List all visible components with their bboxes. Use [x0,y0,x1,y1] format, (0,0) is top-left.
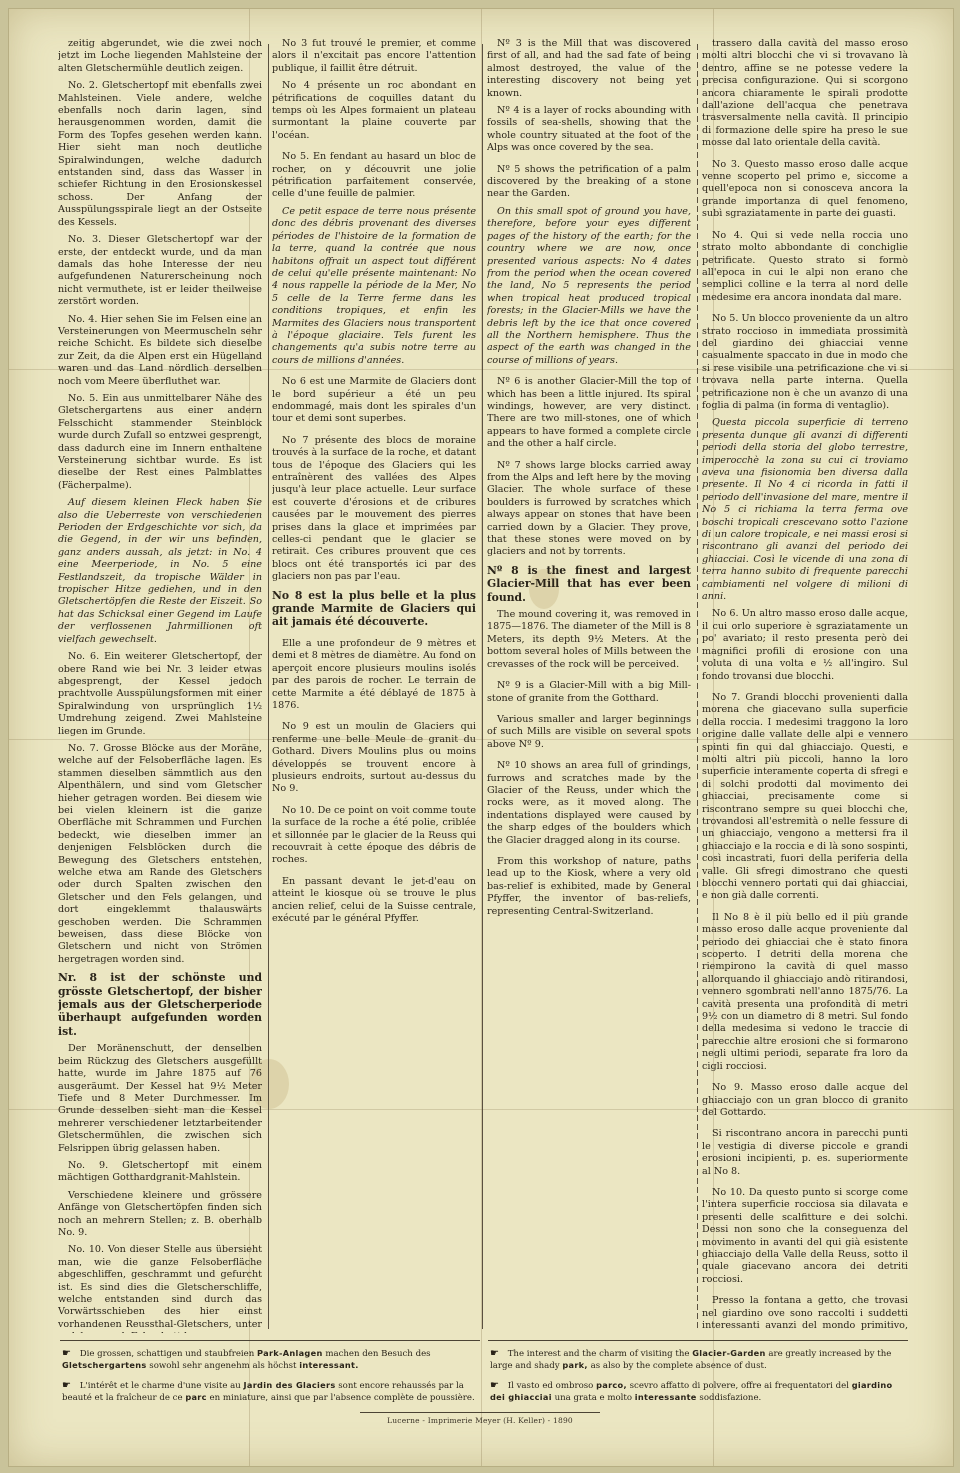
english-paragraph: Nº 5 shows the petrification of a palm discovered by the breaking of a stone near the Garden. [487,163,691,200]
italian-paragraph: No 6. Un altro masso eroso dalle acque, il cui orlo superiore è sgraziatamente un po' avariato; il resto presenta però dei magnifici profili di erosione con una voluta di una volta e ½ all'ingiro. Sul fondo trovansi due blocchi. [702,608,908,682]
english-paragraph: The mound covering it, was removed in 1875—1876. The diameter of the Mill is 8 Meters, its depth 9½ Meters. At the bottom several holes of Mills between the crevasses of the rock will be perceived. [487,609,691,670]
german-paragraph: Verschiedene kleinere und grössere Anfänge von Gletschertöpfen finden sich noch an mehrern Stellen; z. B. oberhalb No. 9. [58,1189,262,1238]
french-paragraph: No 3 fut trouvé le premier, et comme alors il n'excitait pas encore l'attention publique, il faillit être détruit. [272,38,476,74]
pointing-hand-icon: ☛ [490,1348,499,1359]
english-paragraph: Nº 10 shows an area full of grindings, furrows and scratches made by the Glacier of the Reuss, under which the rocks were, as it moved along. The indentations displayed were caused by the sharp edges of the boulders which the Glacier dragged along in its course. [487,760,691,846]
footer-rule [488,1340,908,1341]
german-paragraph: zeitig abgerundet, wie die zwei noch jetzt im Loche liegenden Mahlsteine der alten Gletschermühle deutlich zeigen. [58,38,262,74]
italian-paragraph: Il No 8 è il più bello ed il più grande masso eroso dalle acque proveniente dal periodo dei ghiacciai che è stato finora scoperto. I detriti della morena che riempirono la cavità di quel masso allorquando il ghiacciajo andò ritirandosi, vennero sgombrati nell'anno 1875/76. La cavità presenta una profondità di metri 9½ con un diametro di 8 metri. Sul fondo della medesima si vedono le traccie di parecchie altre erosioni che si formarono negli ultimi periodi, separate fra loro da cigli rocciosi. [702,911,908,1072]
french-column [272,38,476,1333]
column-rule [268,44,269,1329]
italian-paragraph: No 3. Questo masso eroso dalle acque venne scoperto pel primo e, siccome a quell'epoca non si conosceva ancora la grande importanza di quel fenomeno, subì sgraziatamente in parte dei guasti. [702,158,908,220]
italian-paragraph: No 4. Qui si vede nella roccia uno strato molto abbondante di conchiglie petrificate. Questo strato si formò all'epoca in cui le alpi non erano che semplici colline e la terra al nord delle medesime era ancora inondata dal mare. [702,229,908,303]
german-paragraph: Auf diesem kleinen Fleck haben Sie also die Ueberreste von verschiedenen Perioden der Erdgeschichte vor sich, da die Gegend, in der wir uns befinden, ganz anders aussah, als jetzt: in No. 4 eine Meerperiode, in No. 5 eine Festlandszeit, da tropische Wälder in tropischer Hitze gediehen, und in den Gletschertöpfen die Reste der Eiszeit. So hat das Schicksal einer Gegend im Laufe der verflossenen Jahrmillionen oft vielfach gewechselt. [58,497,262,645]
italian-paragraph: No 7. Grandi blocchi provenienti dalla morena che giacevano sulla superficie della roccia. I medesimi traggono la loro origine dalle vallate delle alpi e vennero spinti fin qui dal ghiacciajo. Questi, e molti altri più piccoli, hanno la loro superficie interamente coperta di sfregi e di solchi prodotti dal movimento dei ghiacciai, precisamente come si riscontrano sempre su quei blocchi che, trovandosi all'estremità o nelle fessure di un ghiacciajo, vengono a mettersi fra il ghiacciajo e la roccia e di là sono sospinti, così incastrati, fuori della periferia della valle. Gli sfregi dimostrano che questi blocchi vennero portati qui dai ghiacciai, e non già dalle correnti. [702,691,908,902]
german-paragraph: No. 7. Grosse Blöcke aus der Moräne, welche auf der Felsoberfläche lagen. Es stammen dieselben sämmtlich aus den Alpenthälern, und sind vom Gletscher hieher getragen worden. Bei diesem wie bei vielen kleinern ist die ganze Oberfläche mit Schrammen und Furchen bedeckt, wie dieselben immer an denjenigen Felsblöcken durch die Bewegung des Gletschers entstehen, welche etwa am Rande des Gletschers oder durch Spalten zwischen den Gletscher und den Fels gelangen, und dort eingeklemmt thalauswärts geschoben werden. Die Schrammen beweisen, dass diese Blöcke von Gletschern und nicht von Strömen hergetragen worden sind. [58,742,262,965]
french-paragraph: Elle a une profondeur de 9 mètres et demi et 8 mètres de diamètre. Au fond on aperçoit encore plusieurs moulins isolés par des parois de rocher. Le terrain de cette Marmite a été déblayé de 1875 à 1876. [272,637,476,711]
pointing-hand-icon: ☛ [62,1380,71,1391]
english-paragraph: Nº 4 is a layer of rocks abounding with fossils of sea-shells, showing that the whole country situated at the foot of the Alps was once covered by the sea. [487,105,691,154]
italian-paragraph: Questa piccola superficie di terreno presenta dunque gli avanzi di differenti periodi della storia del globo terrestre, imperocchè la zona su cui ci troviamo aveva una fisionomia ben diversa dalla presente. Il No 4 ci ricorda in fatti il periodo dell'invasione del mare, mentre il No 5 ci richiama la terra ferma ove boschi tropicali crescevano sotto l'azione di un calore tropicale, e nei massi erosi si riscontrano gli avanzi del periodo dei ghiacciai. Così le vicende di una zona di terra hanno subito di frequente parecchi cambiamenti nel volgere di milioni di anni. [702,417,908,603]
french-paragraph: No 10. De ce point on voit comme toute la surface de la roche a été polie, criblée et sillonnée par le glacier de la Reuss qui recouvrait à cette époque des débris de roches. [272,804,476,866]
german-column [58,38,262,1333]
italian-column [702,38,908,1333]
german-paragraph: No. 9. Gletschertopf mit einem mächtigen Gotthardgranit-Mahlstein. [58,1159,262,1184]
german-paragraph: Der Moränenschutt, der denselben beim Rückzug des Gletschers ausgefüllt hatte, wurde im Jahre 1875 auf 76 ausgeräumt. Der Kessel hat 9½ Meter Tiefe und 8 Meter Durchmesser. Im Grunde desselben sieht man die Kessel mehrerer verschiedener letztarbeitender Gletschermühlen, die zwischen sich Felsrippen übrig gelassen haben. [58,1043,262,1154]
german-paragraph: No. 10. Von dieser Stelle aus übersieht man, wie die ganze Felsoberfläche abgeschliffen, geschrammt und gefurcht ist. Es sind dies die Gletscherschliffe, welche entstanden sind durch das Vorwärtsschieben des hier einst vorhandenen Reussthal-Gletschers, unter [58,1244,262,1330]
english-paragraph: From this workshop of nature, paths lead up to the Kiosk, where a very old bas-relief is exhibited, made by General Pfyffer, the inventor of bas-reliefs, representing Central-Switzerland. [487,855,691,917]
italian-paragraph: No 10. Da questo punto si scorge come l'intera superficie rocciosa sia dilavata e presenti delle scalfitture e dei solchi. Dessi non sono che la conseguenza del movimento in avanti del qui già esistente ghiacciajo della Valle della Reuss, sotto il quale giacevano ancora dei detriti rocciosi. [702,1186,908,1285]
italian-paragraph: trassero dalla cavità del masso eroso molti altri blocchi che vi si trovavano là dentro, affine se ne potesse vedere la precisa configurazione. Qui si scorgono ancora chiaramente le spirali prodotte dall'azione dell'acqua che penetrava trasversalmente nella cavità. Il principio di formazione delle spire ha preso le sue mosse dal lato orientale della cavità. [702,38,908,149]
french-paragraph: No 9 est un moulin de Glaciers qui renferme une belle Meule de granit du Gothard. Divers Moulins plus ou moins développés se trouvent encore à plusieurs endroits, surtout au-dessus du No 9. [272,721,476,795]
german-paragraph: Nr. 8 ist der schönste und grösste Gletschertopf, der bisher jemals aus der Gletscherperiode überhaupt aufgefunden worden ist. [58,971,262,1038]
italian-paragraph: Presso la fontana a getto, che trovasi nel giardino ove sono raccolti i suddetti interessanti avanzi del mondo primitivo, [702,1295,908,1331]
italian-paragraph: No 5. Un blocco proveniente da un altro strato roccioso in immediata prossimità del giardino dei ghiacciai venne casualmente spaccato in due in modo che si rese visibile una petrificazione che vi si trovava nella parte interna. Quella petrificazione non è che un avanzo di una foglia di palma (in forma di ventaglio). [702,313,908,411]
german-paragraph: No. 4. Hier sehen Sie im Felsen eine an Versteinerungen von Meermuscheln sehr reiche Schicht. Es bildete sich dieselbe zur Zeit, da die Alpen erst ein Hügelland waren und das Land nördlich derselben noch vom Meere überfluthet war. [58,313,262,387]
pointing-hand-icon: ☛ [490,1380,499,1391]
french-paragraph: No 7 présente des blocs de moraine trouvés à la surface de la roche, et datant tous de l'époque des Glaciers qui les entraînèrent des vallées des Alpes jusqu'à leur place actuelle. Leur surface est couverte d'érosions et de cribures causées par le mouvement des pierres prises dans la glace et imprimées par celles-ci pendant que le glacier se retirait. Ces cribures prouvent que ces blocs ont été transportés ici par des glaciers non pas par l'eau. [272,434,476,583]
german-paragraph: No. 6. Ein weiterer Gletschertopf, der obere Rand wie bei Nr. 3 leider etwas abgesprengt, der Kessel jedoch prachtvolle Ausspülungsformen mit einer Spiralwindung von ursprünglich 1½ Umdrehung zeigend. Zwei Mahlsteine liegen im Grunde. [58,651,262,737]
english-paragraph: Nº 8 is the finest and largest Glacier-Mill that has ever been found. [487,563,691,604]
french-paragraph: No 4 présente un roc abondant en pétrifications de coquilles datant du temps où les Alpes formaient un plateau surmontant la plaine couverte par l'océan. [272,80,476,141]
german-paragraph: No. 3. Dieser Gletschertopf war der erste, der entdeckt wurde, und da man damals das hohe Interesse der neu aufgefundenen Naturerscheinung noch nicht vermuthete, ist er leider theilweise zerstört worden. [58,234,262,308]
english-paragraph: On this small spot of ground you have, therefore, before your eyes different pages of the history of the earth; for the country where we are now, once presented various aspects: No 4 dates from the period when the ocean covered the land, No 5 represents the period when tropical heat produced tropical forests; in the Glacier-Mills we have the debris left by the ice that once covered all the Northern hemisphere. Thus the aspect of the earth was changed in the course of millions of years. [487,205,691,366]
pointing-hand-icon: ☛ [62,1348,71,1359]
english-paragraph: Nº 6 is another Glacier-Mill the top of which has been a little injured. Its spiral windings, however, are very distinct. There are two mill-stones, one of which appears to have formed a complete circle and the other a half circle. [487,376,691,450]
english-paragraph: Nº 3 is the Mill that was discovered first of all, and had the sad fate of being almost destroyed, the value of the interesting discovery not being yet known. [487,38,691,99]
ad-italian: ☛ Il vasto ed ombroso parco, scevro affatto di polvere, offre ai frequentatori del giardino dei ghiacciai una grata e molto interessante soddisfazione. [490,1380,893,1403]
italian-paragraph: Si riscontrano ancora in parecchi punti le vestigia di diverse piccole e grandi erosioni incipienti, p. es. superiormente al No 8. [702,1128,908,1177]
german-paragraph: No. 5. Ein aus unmittelbarer Nähe des Gletschergartens aus einer andern Felsschicht stammender Steinblock wurde durch Zufall so entzwei gesprengt, dass dadurch eine im Innern enthaltene Versteinerung sichtbar wurde. Es ist dieselbe der Rest eines Palmblattes (Fächerpalme). [58,392,262,491]
french-paragraph: En passant devant le jet-d'eau on atteint le kiosque où se trouve le plus ancien relief, celui de la Suisse centrale, exécuté par le général Pfyffer. [272,875,476,924]
german-paragraph: No. 2. Gletschertopf mit ebenfalls zwei Mahlsteinen. Viele andere, welche ebenfalls noch darin lagen, sind herausgenommen worden, damit die Form des Topfes gesehen werden kann. Hier sieht man noch deutliche Spiralwindungen, welche dadurch entstanden sind, dass das Wasser in schiefer Richtung in den Erosionskessel schoss. Der Anfang der Ausspülungsspirale liegt an der Ostseite des Kessels. [58,80,262,228]
printer-imprint: Lucerne - Imprimerie Meyer (H. Keller) - 1890 [387,1416,573,1425]
french-paragraph: No 6 est une Marmite de Glaciers dont le bord supérieur a été un peu endommagé, mais dont les spirales d'un tour et demi sont superbes. [272,376,476,425]
column-rule [697,44,698,1329]
french-paragraph: No 5. En fendant au hasard un bloc de rocher, on y découvrit une jolie pétrification parfaitement conservée, celle d'une feuille de palmier. [272,151,476,200]
column-rule [482,44,483,1329]
ad-english: ☛ The interest and the charm of visiting the Glacier-Garden are greatly increased by the large and shady park, as also by the complete absence of dust. [490,1348,892,1371]
french-paragraph: Ce petit espace de terre nous présente donc des débris provenant des diverses périodes de l'histoire de la formation de la terre, quand la contrée que nous habitons offrait un aspect tout différent de celui qu'elle présente maintenant: No 4 nous rappelle la période de la Mer, No 5 celle de la Terre ferme dans les conditions tropiques, et enfin les Marmites des Glaciers nous transportent à l'époque glaciaire. Tels furent les changements qu'a subis notre terre au cours de millions d'années. [272,205,476,366]
english-paragraph: Nº 9 is a Glacier-Mill with a big Mill-stone of granite from the Gotthard. [487,680,691,704]
imprint-rule [360,1412,600,1413]
french-paragraph: No 8 est la plus belle et la plus grande Marmite de Glaciers qui ait jamais été découverte. [272,588,476,629]
english-column [487,38,691,1333]
english-paragraph: Nº 7 shows large blocks carried away from the Alps and left here by the moving Glacier. The whole surface of these boulders is furrowed by scratches which always appear on stones that have been carried down by a Glacier. They prove, that these stones were moved on by glaciers and not by torrents. [487,459,691,558]
ad-german: ☛ Die grossen, schattigen und staubfreien Park-Anlagen machen den Besuch des Gletschergartens sowohl sehr angenehm als höchst interessant. [62,1348,431,1371]
ad-french: ☛ L'intérêt et le charme d'une visite au Jardin des Glaciers sont encore rehaussés par la beauté et la fraîcheur de ce parc en miniature, ainsi que par l'absence complète de poussière. [62,1380,475,1403]
footer-rule [60,1340,480,1341]
italian-paragraph: No 9. Masso eroso dalle acque del ghiacciajo con un gran blocco di granito del Gottardo. [702,1082,908,1118]
english-paragraph: Various smaller and larger beginnings of such Mills are visible on several spots above Nº 9. [487,713,691,750]
